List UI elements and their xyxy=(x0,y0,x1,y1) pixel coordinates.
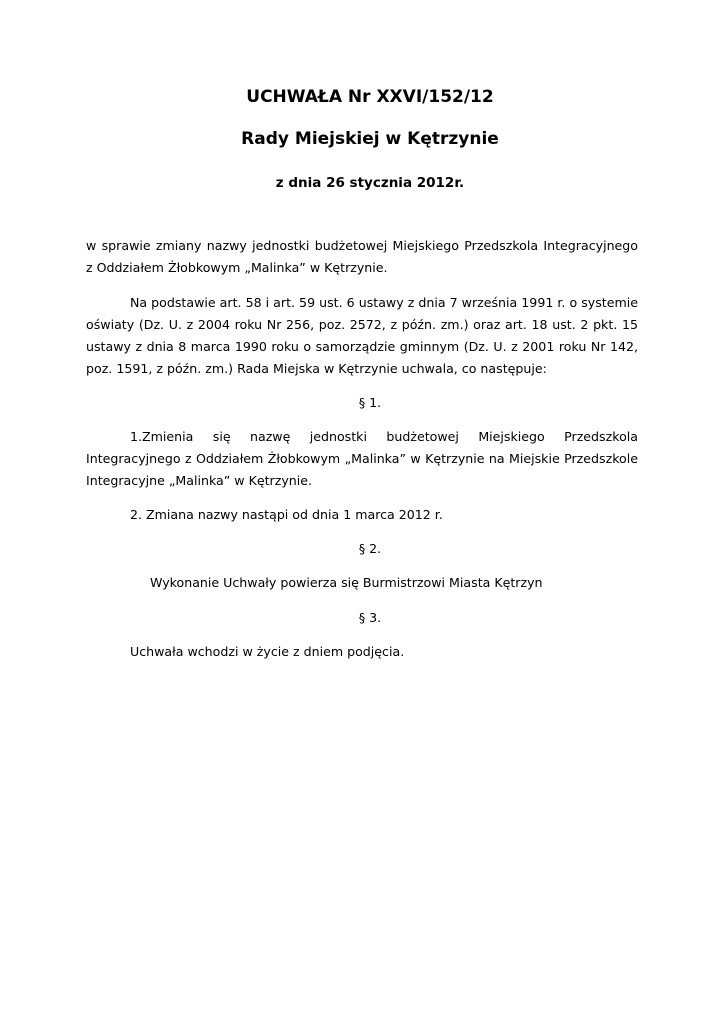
council-name: Rady Miejskiej w Kętrzynie xyxy=(241,129,499,149)
section-2-mark: § 2. xyxy=(358,541,382,556)
resolution-number: UCHWAŁA Nr XXVI/152/12 xyxy=(246,87,494,107)
section-2-paragraph: Wykonanie Uchwały powierza się Burmistrzowi Miasta Kętrzyn xyxy=(150,575,543,590)
section-1-paragraph-2: 2. Zmiana nazwy nastąpi od dnia 1 marca 2012 r. xyxy=(130,507,443,522)
section-3-paragraph: Uchwała wchodzi w życie z dniem podjęcia. xyxy=(130,643,405,659)
section-1-paragraph-1: 1.Zmienia się nazwę jednostki budżetowej Miejskiego Przedszkola Integracyjnego z Oddziałem Żłobkowym „Malinka” w Kętrzynie na Miejskie Przedszkole Integracyjne „Malinka” w Kętrzynie. xyxy=(86,429,638,488)
resolution-date: z dnia 26 stycznia 2012r. xyxy=(275,175,465,191)
resolution-subject: w sprawie zmiany nazwy jednostki budżetowej Miejskiego Przedszkola Integracyjnego z Oddziałem Żłobkowym „Malinka” w Kętrzynie. xyxy=(86,238,638,275)
section-3-mark: § 3. xyxy=(358,609,382,625)
section-1-mark: § 1. xyxy=(358,395,382,410)
legal-basis: Na podstawie art. 58 i art. 59 ust. 6 ustawy z dnia 7 września 1991 r. o systemie oświaty (Dz. U. z 2004 roku Nr 256, poz. 2572, z późn. zm.) oraz art. 18 ust. 2 pkt. 15 ustawy z dnia 8 marca 1990 roku o samorządzie gminnym (Dz. U. z 2001 roku Nr 142, poz. 1591, z późn. zm.) Rada Miejska w Kętrzynie uchwala, co następuje: xyxy=(86,295,638,376)
